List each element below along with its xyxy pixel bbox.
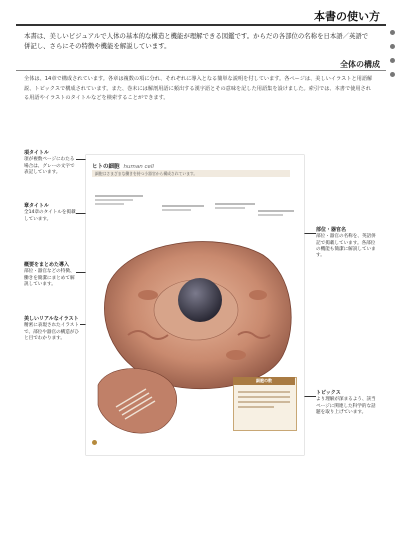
index-dot: [390, 58, 395, 63]
annotation-text: 精密に表現されたイラストで、部位や器官の構造がひと目でわかります。: [24, 323, 80, 341]
text-line: [162, 209, 191, 211]
annotation-text: 部位・器官などの特徴、働きを簡潔にまとめて解説しています。: [24, 269, 75, 287]
sample-text-block: [215, 203, 255, 209]
text-line: [238, 391, 290, 393]
annotation-text: より理解が深まるよう、該当ページに関連した科学的な話題を取り上げています。: [316, 397, 376, 415]
annotation-terms: [316, 227, 378, 259]
annotation-heading: 部位・器官名: [316, 227, 347, 233]
index-dot: [390, 44, 395, 49]
text-line: [238, 401, 290, 403]
side-index-dots: [390, 30, 398, 86]
sample-page-lead: 細胞はさまざまな働きを持つ小器官から構成されています。: [92, 170, 290, 177]
index-dot: [390, 30, 395, 35]
text-line: [258, 210, 294, 212]
sample-text-block: [162, 205, 204, 211]
sample-text-block: [95, 195, 143, 205]
text-line: [215, 207, 245, 209]
sample-topics-text: [238, 391, 290, 408]
text-line: [95, 203, 124, 205]
section-title: 全体の構成: [340, 60, 380, 69]
text-line: [95, 199, 133, 201]
intro-text: 本書は、美しいビジュアルで人体の基本的な構造と機能が理解できる図鑑です。からだの各部位の名称を日本語／英語で併記し、さらにその特徴や機能を解説しています。: [24, 32, 369, 50]
sample-title-ja: ヒトの細胞: [92, 164, 120, 170]
annotation-intro-summary: [24, 262, 79, 288]
annotation-subtitle: [24, 150, 79, 176]
text-line: [238, 396, 290, 398]
annotation-topics: [316, 390, 378, 416]
annotation-text: 部位・器官の名称を、英語併記で掲載しています。各部位の機能も簡潔に解説しています。: [316, 234, 376, 259]
annotation-heading: 美しいリアルなイラスト: [24, 316, 79, 322]
annotation-heading: 概要をまとめた導入: [24, 262, 70, 268]
sample-page-title: [92, 162, 154, 170]
index-dot: [390, 72, 395, 77]
annotation-heading: トピックス: [316, 390, 341, 396]
annotation-heading: 項タイトル: [24, 150, 49, 156]
sample-topics-heading: 細胞の数: [233, 377, 295, 385]
text-line: [238, 406, 274, 408]
annotation-chapter-title: [24, 203, 79, 223]
section-body: 全体は、14章で構成されています。各章は複数の項に分れ、それぞれに導入となる簡単な説明を付しています。各ページは、美しいイラストと用語解説、トピックスで構成されています。また、巻末には解剖用語に頻出する漢字語とその意味を記した用語集を設けました。索引では、本書で使用される用語やイラストのタイトルなどを検索することができます。: [24, 76, 373, 101]
annotation-text: 全14章のタイトルを掲載しています。: [24, 210, 76, 222]
annotation-heading: 章タイトル: [24, 203, 49, 209]
page-title: 本書の使い方: [314, 10, 380, 23]
sample-title-en: human cell: [123, 164, 154, 170]
annotation-illustration: [24, 316, 82, 342]
text-line: [215, 203, 255, 205]
text-line: [162, 205, 204, 207]
text-line: [95, 195, 143, 197]
title-rule: [16, 24, 386, 26]
section-rule: [16, 70, 386, 71]
page-marker: [92, 440, 97, 445]
annotation-text: 項が複数ページにわたる場合は、グレーの文字で表記しています。: [24, 157, 75, 175]
